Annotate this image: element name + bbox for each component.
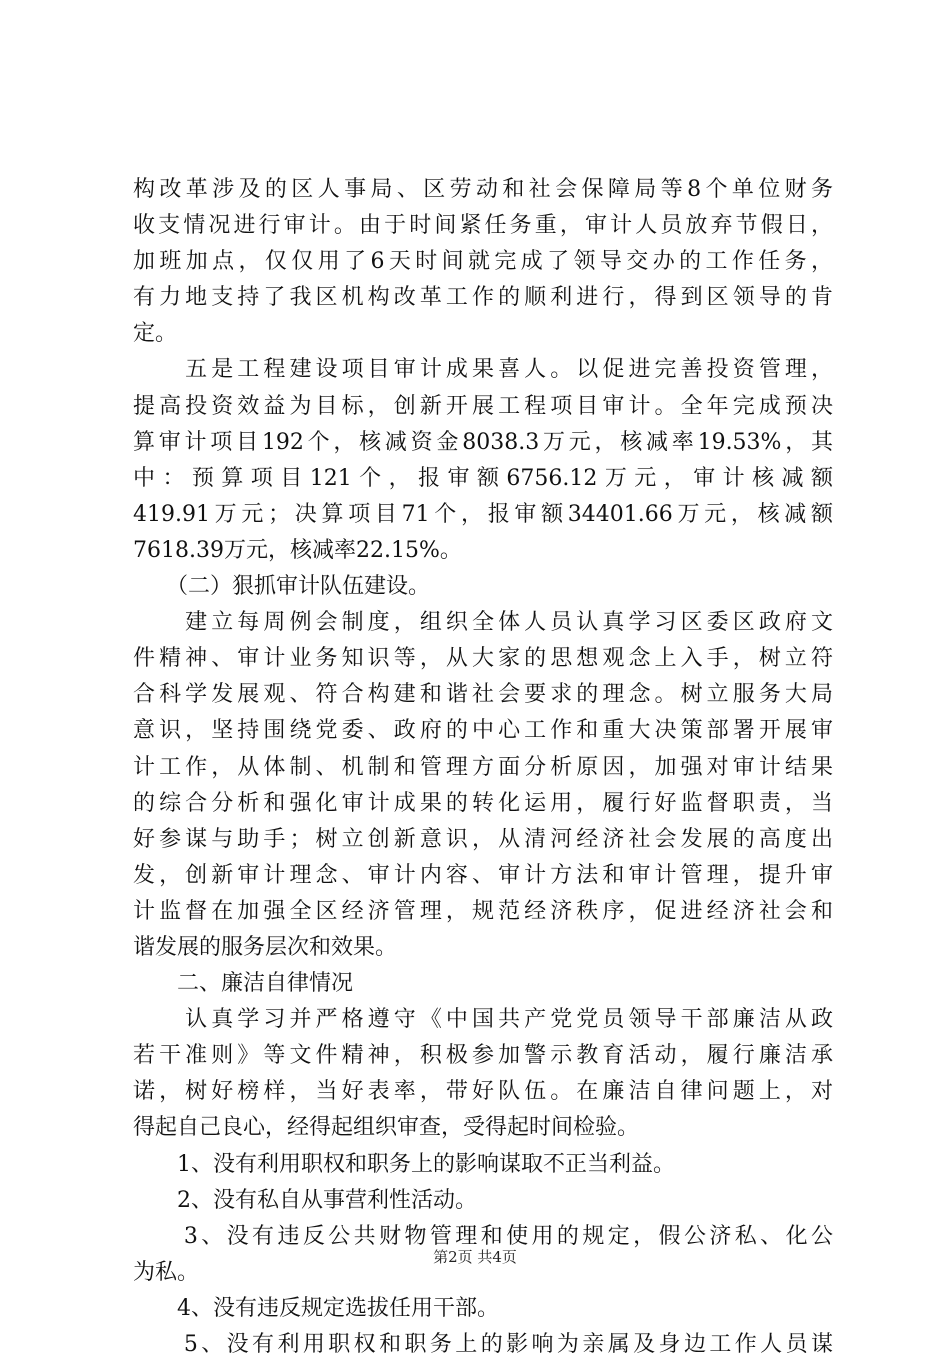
text-line: 件精神、审计业务知识等，从大家的思想观念上入手，树立符 [133, 646, 833, 672]
text-line: 认真学习并严格遵守《中国共产党党员领导干部廉洁从政 [133, 1007, 833, 1033]
text-line: （二）狠抓审计队伍建设。 [133, 574, 431, 600]
text-line: 好参谋与助手；树立创新意识，从清河经济社会发展的高度出 [133, 826, 833, 852]
text-line: 构改革涉及的区人事局、区劳动和社会保障局等8个单位财务 [133, 177, 833, 202]
text-line: 计工作，从体制、机制和管理方面分析原因，加强对审计结果 [133, 754, 833, 780]
text-line: 419.91万元；决算项目71个，报审额34401.66万元，核减额 [133, 501, 833, 527]
text-line: 合科学发展观、符合构建和谐社会要求的理念。树立服务大局 [133, 682, 833, 708]
text-line: 五是工程建设项目审计成果喜人。以促进完善投资管理， [133, 357, 833, 383]
text-line: 的综合分析和强化审计成果的转化运用，履行好监督职责，当 [133, 790, 833, 816]
text-line: 计监督在加强全区经济管理，规范经济秩序，促进经济社会和 [133, 898, 833, 924]
text-line: 二、廉洁自律情况 [133, 971, 354, 997]
text-line: 有力地支持了我区机构改革工作的顺利进行，得到区领导的肯 [133, 285, 833, 311]
text-line: 若干准则》等文件精神，积极参加警示教育活动，履行廉洁承 [133, 1043, 833, 1069]
document-body [133, 172, 833, 1363]
text-line: 算审计项目192个，核减资金8038.3万元，核减率19.53%，其 [133, 429, 833, 455]
text-line: 4、没有违反规定选拔任用干部。 [133, 1295, 499, 1321]
text-line: 为私。 [133, 1259, 200, 1285]
text-line: 3、没有违反公共财物管理和使用的规定，假公济私、化公 [133, 1223, 833, 1249]
text-line: 加班加点，仅仅用了6天时间就完成了领导交办的工作任务， [133, 249, 833, 275]
text-line: 1、没有利用职权和职务上的影响谋取不正当利益。 [133, 1151, 675, 1177]
page-footer: 第2页 共4页 [433, 1248, 517, 1266]
text-line: 建立每周例会制度，组织全体人员认真学习区委区政府文 [133, 610, 833, 636]
text-line: 收支情况进行审计。由于时间紧任务重，审计人员放弃节假日， [133, 213, 833, 239]
text-line: 2、没有私自从事营利性活动。 [133, 1187, 477, 1213]
text-line: 发，创新审计理念、审计内容、审计方法和审计管理，提升审 [133, 862, 833, 888]
text-line: 中：预算项目121个，报审额6756.12万元，审计核减额 [133, 465, 833, 491]
text-line: 谐发展的服务层次和效果。 [133, 934, 398, 960]
text-line: 定。 [133, 321, 178, 347]
text-line: 意识，坚持围绕党委、政府的中心工作和重大决策部署开展审 [133, 718, 833, 744]
text-line: 7618.39万元，核减率22.15%。 [133, 537, 462, 563]
text-line: 5、没有利用职权和职务上的影响为亲属及身边工作人员谋 [133, 1332, 833, 1357]
text-line: 提高投资效益为目标，创新开展工程项目审计。全年完成预决 [133, 393, 833, 419]
text-line: 诺，树好榜样，当好表率，带好队伍。在廉洁自律问题上，对 [133, 1079, 833, 1105]
text-line: 得起自己良心，经得起组织审查，受得起时间检验。 [133, 1115, 640, 1141]
